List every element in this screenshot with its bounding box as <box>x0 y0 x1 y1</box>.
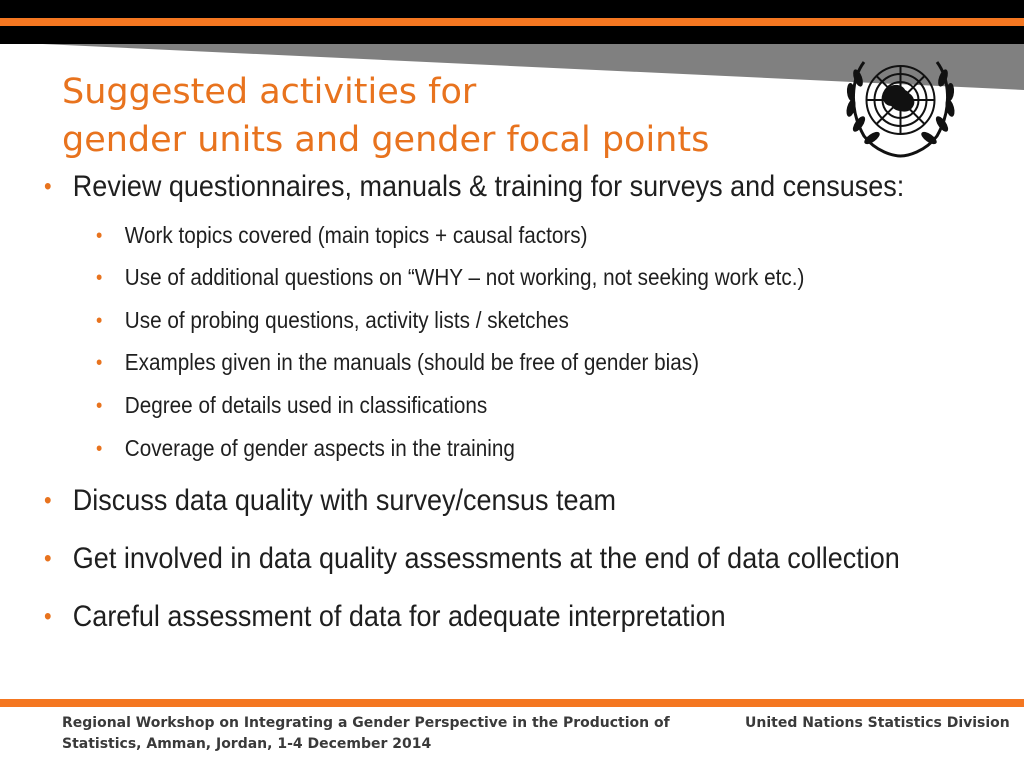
sub-bullet-text: Use of additional questions on “WHY – not working, not seeking work etc.) <box>124 264 805 290</box>
footer-organization: United Nations Statistics Division <box>745 715 1010 731</box>
bullet-marker: • <box>96 438 103 460</box>
sub-bullet-item <box>96 435 515 462</box>
bullet-marker: • <box>44 545 52 572</box>
bullet-marker: • <box>96 310 103 332</box>
sub-bullet-text: Use of probing questions, activity lists / sketches <box>124 307 569 333</box>
footer-event-info <box>62 713 670 755</box>
header-orange-stripe <box>0 18 1024 26</box>
bullet-text: Discuss data quality with survey/census team <box>72 484 617 517</box>
bullet-marker: • <box>96 267 103 289</box>
bullet-marker: • <box>96 225 103 247</box>
bullet-item <box>44 542 900 576</box>
header-black-band <box>0 0 1024 19</box>
bullet-item <box>44 600 726 634</box>
sub-bullet-text: Work topics covered (main topics + causal factors) <box>124 222 588 248</box>
bullet-item <box>44 484 616 518</box>
sub-bullet-item <box>96 392 487 419</box>
sub-bullet-text: Degree of details used in classifications <box>124 392 488 418</box>
bullet-marker: • <box>44 603 52 630</box>
bullet-text: Careful assessment of data for adequate interpretation <box>72 600 726 633</box>
slide-title <box>62 68 822 164</box>
title-line-2: gender units and gender focal points <box>62 120 710 160</box>
footer-line-2: Statistics, Amman, Jordan, 1-4 December 2014 <box>62 736 432 752</box>
bullet-item <box>44 170 904 204</box>
footer-line-1: Regional Workshop on Integrating a Gender Perspective in the Production of <box>62 715 670 731</box>
footer-orange-stripe <box>0 699 1024 707</box>
bullet-marker: • <box>96 395 103 417</box>
bullet-marker: • <box>44 173 52 200</box>
sub-bullet-item <box>96 222 587 249</box>
title-line-1: Suggested activities for <box>62 72 477 112</box>
sub-bullet-item <box>96 307 569 334</box>
bullet-text: Get involved in data quality assessments at the end of data collection <box>72 542 900 575</box>
bullet-text: Review questionnaires, manuals & training for surveys and censuses: <box>72 170 905 203</box>
sub-bullet-item <box>96 264 804 291</box>
sub-bullet-text: Coverage of gender aspects in the training <box>124 435 515 461</box>
sub-bullet-item <box>96 349 699 376</box>
bullet-marker: • <box>96 352 103 374</box>
bullet-marker: • <box>44 487 52 514</box>
un-emblem-icon <box>834 48 967 161</box>
sub-bullet-text: Examples given in the manuals (should be free of gender bias) <box>124 349 699 375</box>
